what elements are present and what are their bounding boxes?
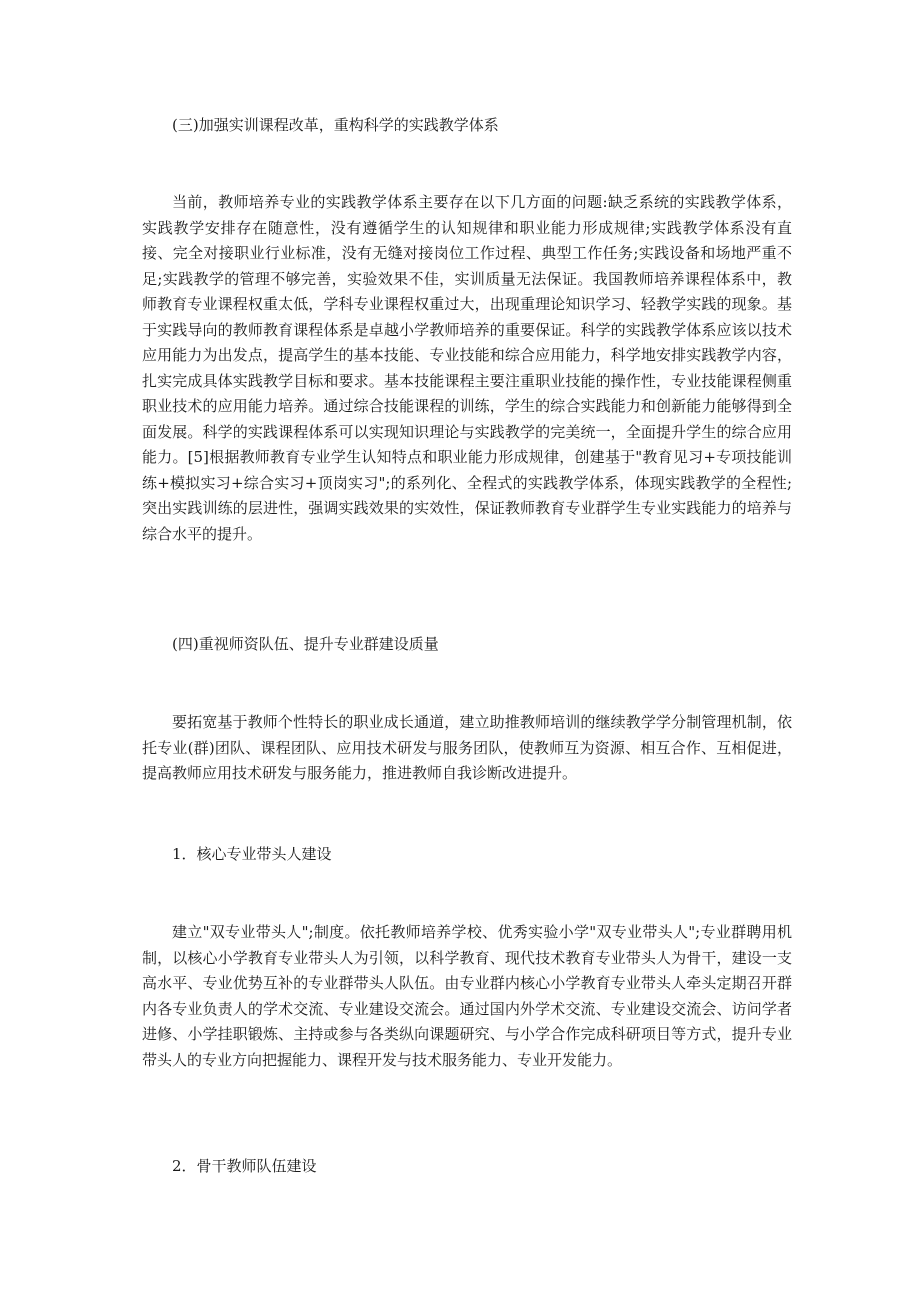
section-paragraph-3: 当前，教师培养专业的实践教学体系主要存在以下几方面的问题:缺乏系统的实践教学体系，实践教学安排存在随意性，没有遵循学生的认知规律和职业能力形成规律;实践教学体系没有直接、完全对接职业行业标准，没有无缝对接岗位工作过程、典型工作任务;实践设备和场地严重不足;实践教学的管理不够完善，实验效果不佳，实训质量无法保证。我国教师培养课程体系中，教师教育专业课程权重太低，学科专业课程权重过大，出现重理论知识学习、轻教学实践的现象。基于实践导向的教师教育课程体系是卓越小学教师培养的重要保证。科学的实践教学体系应该以技术应用能力为出发点，提高学生的基本技能、专业技能和综合应用能力，科学地安排实践教学内容，扎实完成具体实践教学目标和要求。基本技能课程主要注重职业技能的操作性，专业技能课程侧重职业技术的应用能力培养。通过综合技能课程的训练，学生的综合实践能力和创新能力能够得到全面发展。科学的实践课程体系可以实现知识理论与实践教学的完美统一，全面提升学生的综合应用能力。[5]根据教师教育专业学生认知特点和职业能力形成规律，创建基于"教育见习+专项技能训练+模拟实习+综合实习+顶岗实习";的系列化、全程式的实践教学体系，体现实践教学的全程性;突出实践训练的层进性，强调实践效果的实效性，保证教师教育专业群学生专业实践能力的培养与综合水平的提升。 [142, 193, 792, 543]
subsection-paragraph-1: 建立"双专业带头人";制度。依托教师培养学校、优秀实验小学"双专业带头人";专业群聘用机制，以核心小学教育专业带头人为引领，以科学教育、现代技术教育专业带头人为骨干，建设一支高水平、专业优势互补的专业群带头人队伍。由专业群内核心小学教育专业带头人牵头定期召开群内各专业负责人的学术交流、专业建设交流会。通过国内外学术交流、专业建设交流会、访问学者进修、小学挂职锻炼、主持或参与各类纵向课题研究、与小学合作完成科研项目等方式，提升专业带头人的专业方向把握能力、课程开发与技术服务能力、专业开发能力。 [142, 923, 792, 1069]
subsection-heading-2: 2．骨干教师队伍建设 [172, 1157, 317, 1175]
section-paragraph-4: 要拓宽基于教师个性特长的职业成长通道，建立助推教师培训的继续教学学分制管理机制，依托专业(群)团队、课程团队、应用技术研发与服务团队，使教师互为资源、相互合作、互相促进，提高教师应用技术研发与服务能力，推进教师自我诊断改进提升。 [142, 713, 792, 782]
section-heading-4: (四)重视师资队伍、提升专业群建设质量 [172, 635, 439, 653]
section-heading-3: (三)加强实训课程改革，重构科学的实践教学体系 [172, 116, 499, 134]
subsection-heading-1: 1．核心专业带头人建设 [172, 845, 332, 863]
